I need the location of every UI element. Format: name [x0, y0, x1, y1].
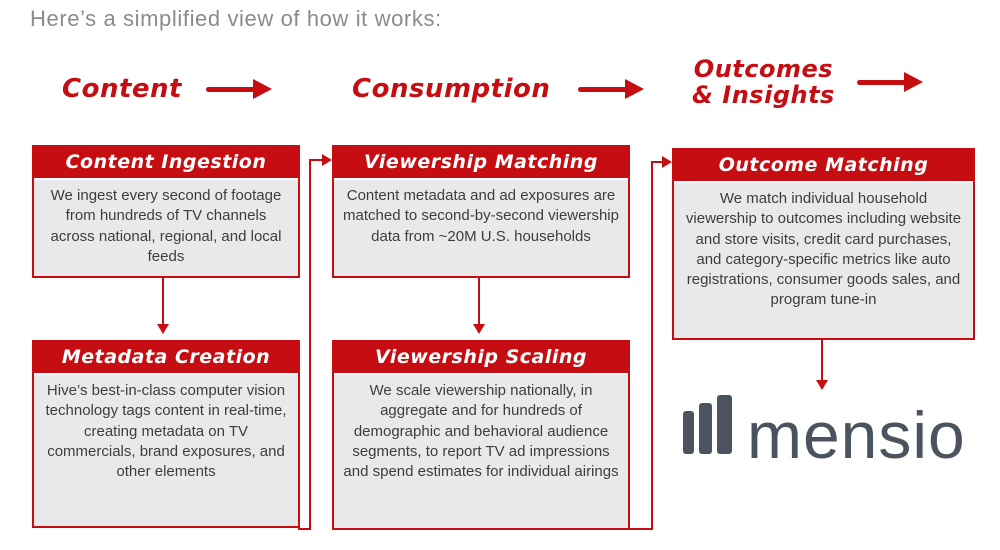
arrow-right-icon — [206, 79, 272, 99]
box-viewership-scaling — [332, 340, 630, 530]
stage-label-outcomes — [692, 56, 835, 109]
stage-label-outcomes-line1: Outcomes — [693, 55, 834, 83]
mensio-logo-text: mensio — [747, 398, 966, 472]
stage-label-consumption: Consumption — [352, 74, 551, 104]
box-title-viewership-matching: Viewership Matching — [334, 147, 628, 178]
box-body-content-ingestion: We ingest every second of footage from hundreds of TV channels across national, regional, and local feeds — [34, 178, 298, 273]
box-outcome-matching — [672, 148, 975, 340]
arrow-right-icon — [857, 72, 923, 92]
stage-header-outcomes — [692, 56, 923, 109]
box-body-outcome-matching: We match individual household viewership to outcomes including website and store visits, credit card purchases, and category-specific metrics like auto registrations, consumer goods sales, and program tune-in — [674, 181, 973, 317]
box-viewership-matching — [332, 145, 630, 278]
box-title-content-ingestion: Content Ingestion — [34, 147, 298, 178]
box-body-viewership-matching: Content metadata and ad exposures are matched to second-by-second viewership data from ~20M U.S. households — [334, 178, 628, 253]
box-body-viewership-scaling: We scale viewership nationally, in aggregate and for hundreds of demographic and behavioral audience segments, to report TV ad impressions and spend estimates for individual airings — [334, 373, 628, 488]
box-body-metadata-creation: Hive’s best-in-class computer vision technology tags content in real-time, creating metadata on TV commercials, brand exposures, and other elements — [34, 373, 298, 488]
box-title-viewership-scaling: Viewership Scaling — [334, 342, 628, 373]
box-title-metadata-creation: Metadata Creation — [34, 342, 298, 373]
stage-label-outcomes-line2: & Insights — [692, 81, 835, 110]
box-metadata-creation — [32, 340, 300, 528]
stage-label-content: Content — [62, 74, 182, 104]
stage-header-consumption — [352, 74, 644, 104]
bar-chart-icon — [683, 395, 737, 454]
stage-header-content — [62, 74, 272, 104]
mensio-logo — [683, 392, 966, 472]
page-title: Here’s a simplified view of how it works: — [30, 6, 442, 31]
box-title-outcome-matching: Outcome Matching — [674, 150, 973, 181]
box-content-ingestion — [32, 145, 300, 278]
arrow-right-icon — [578, 79, 644, 99]
